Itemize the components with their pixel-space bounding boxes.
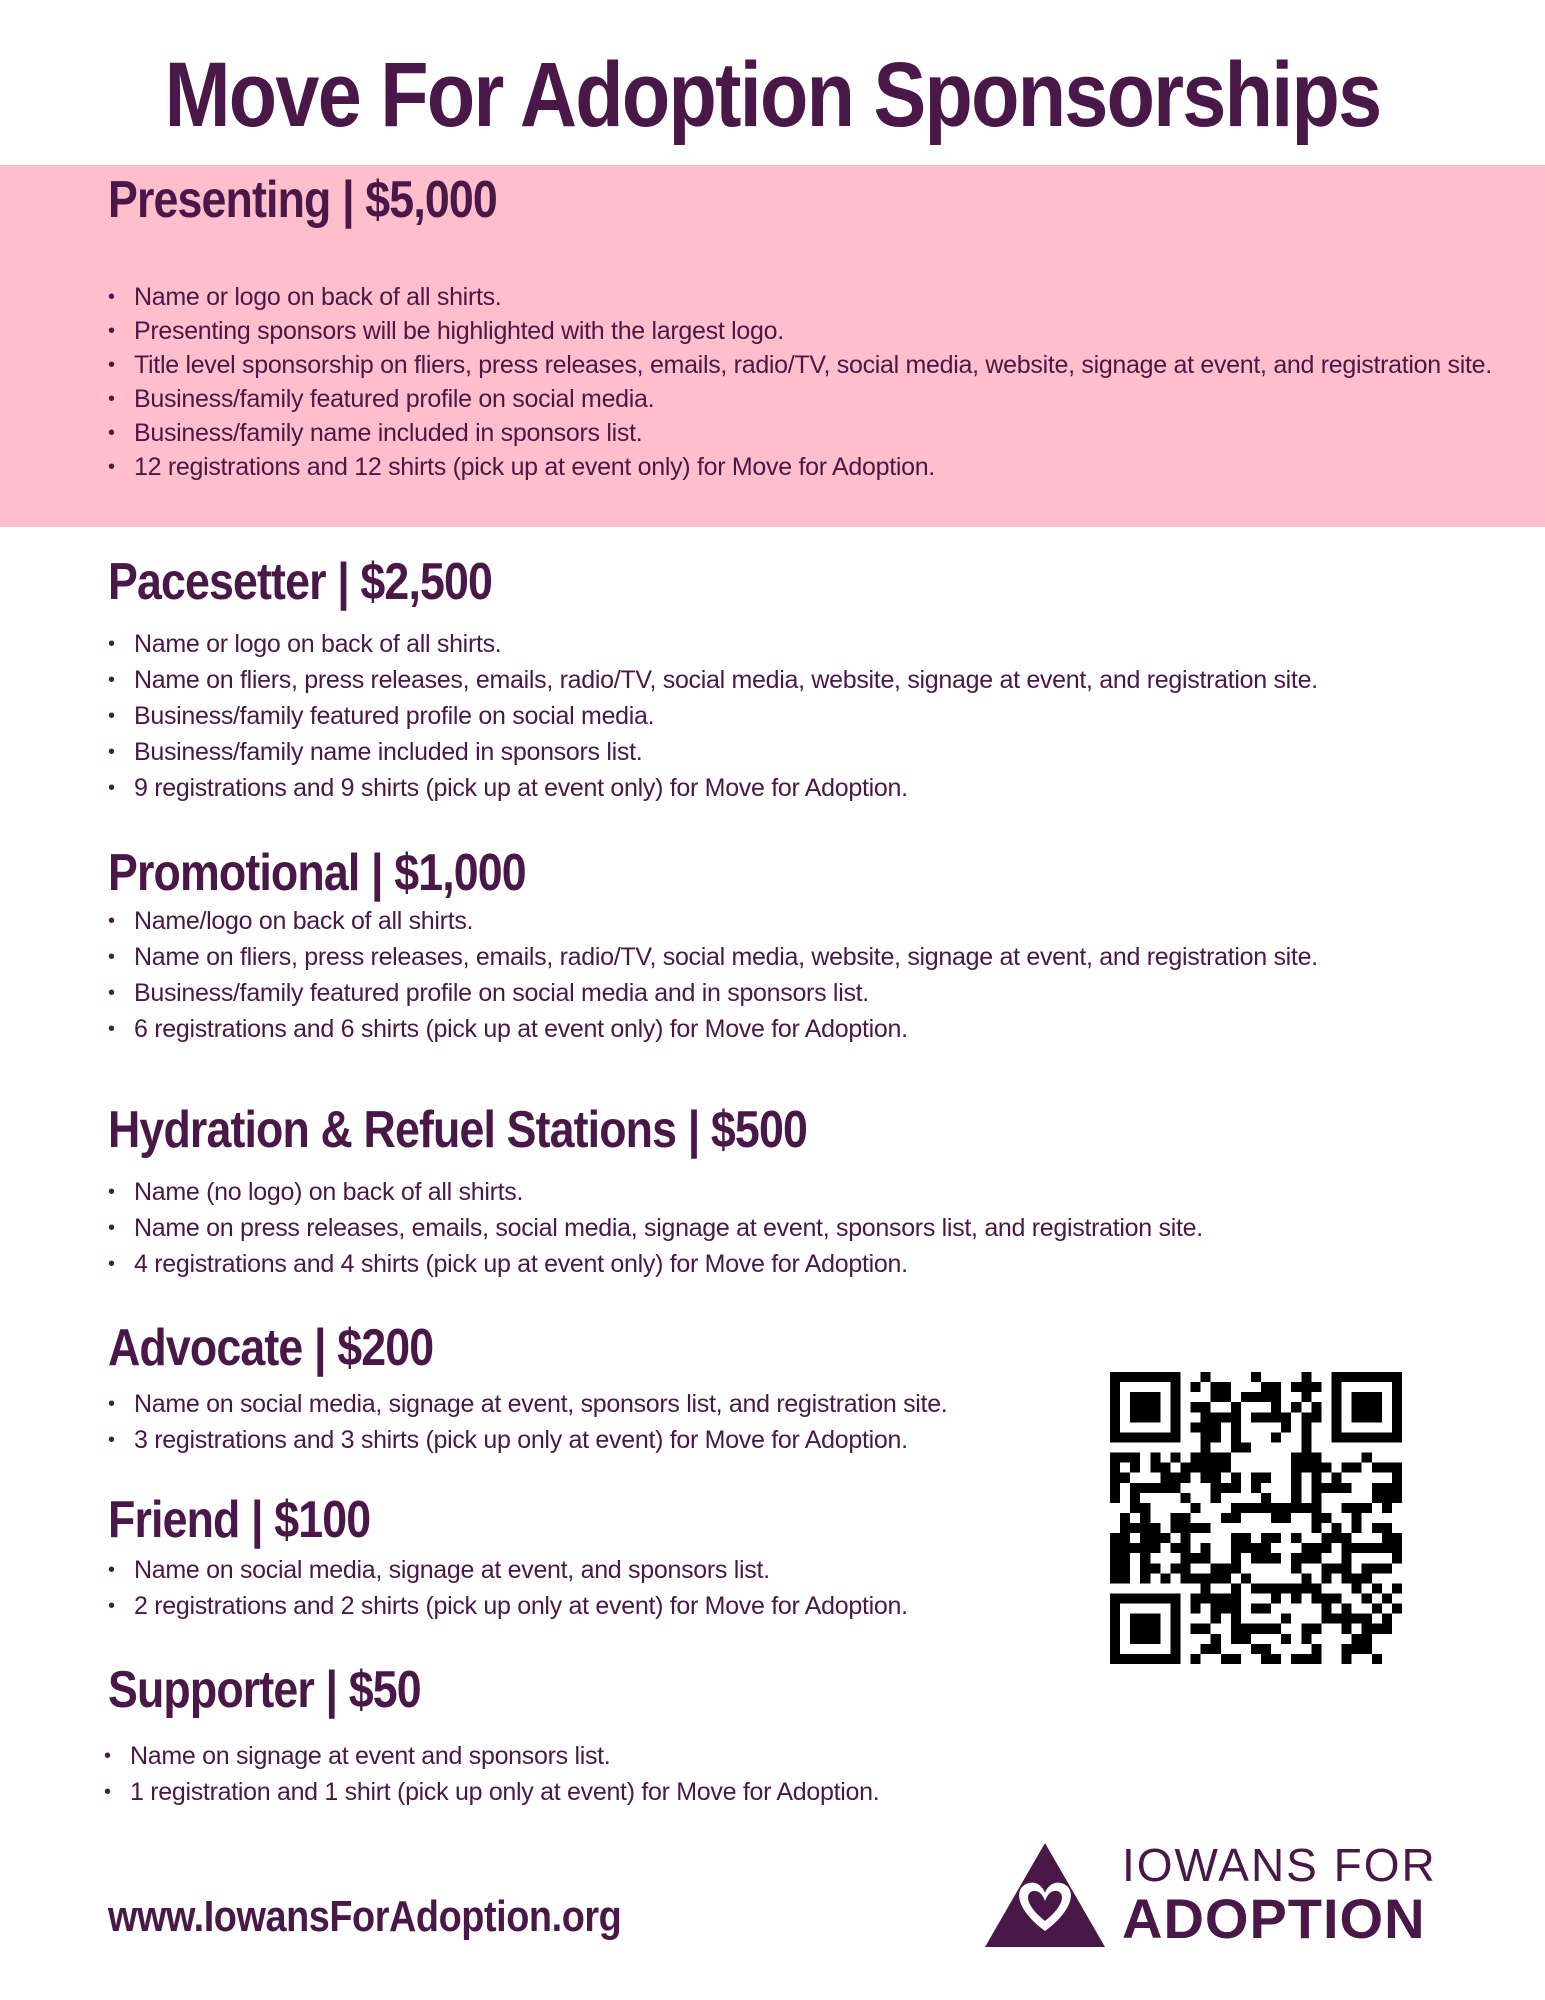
heart-triangle-icon [985, 1843, 1105, 1947]
list-item: • Name on social media, signage at event, and sponsors list. [108, 1552, 908, 1588]
list-item: • Presenting sponsors will be highlighted with the largest logo. [108, 314, 1492, 348]
benefit-list [108, 1174, 1203, 1282]
list-item: • Name on fliers, press releases, emails, radio/TV, social media, website, signage at event, and registration site. [108, 939, 1318, 975]
list-item: • Name/logo on back of all shirts. [108, 903, 1318, 939]
logo-text-line1: IOWANS FOR [1122, 1839, 1437, 1891]
list-item: • 6 registrations and 6 shirts (pick up at event only) for Move for Adoption. [108, 1011, 1318, 1047]
tier-heading: Hydration & Refuel Stations | $500 [108, 1101, 807, 1159]
benefit-list [108, 1386, 947, 1458]
tier-pacesetter [108, 552, 1318, 806]
tier-heading: Promotional | $1,000 [108, 844, 526, 902]
list-item: • Name on signage at event and sponsors list. [104, 1738, 879, 1774]
tier-friend [108, 1490, 908, 1624]
list-item: • Name on fliers, press releases, emails, radio/TV, social media, website, signage at event, and registration site. [108, 662, 1318, 698]
logo-text-line2: ADOPTION [1122, 1887, 1426, 1950]
tier-promotional [108, 843, 1318, 1047]
list-item: • 3 registrations and 3 shirts (pick up only at event) for Move for Adoption. [108, 1422, 947, 1458]
website-link[interactable]: www.IowansForAdoption.org [108, 1892, 622, 1941]
tier-heading: Friend | $100 [108, 1491, 371, 1549]
list-item: • 12 registrations and 12 shirts (pick up at event only) for Move for Adoption. [108, 450, 1492, 484]
tier-advocate [108, 1318, 947, 1458]
tier-heading: Advocate | $200 [108, 1319, 434, 1377]
list-item: • Title level sponsorship on fliers, press releases, emails, radio/TV, social media, website, signage at event, and registration site. [108, 348, 1492, 382]
list-item: • Business/family featured profile on social media. [108, 698, 1318, 734]
list-item: • 1 registration and 1 shirt (pick up only at event) for Move for Adoption. [104, 1774, 879, 1810]
tier-heading: Pacesetter | $2,500 [108, 553, 493, 611]
list-item: • Name or logo on back of all shirts. [108, 626, 1318, 662]
list-item: • Name or logo on back of all shirts. [108, 280, 1492, 314]
benefit-list [108, 280, 1492, 484]
tier-heading: Supporter | $50 [108, 1661, 421, 1719]
list-item: • 9 registrations and 9 shirts (pick up at event only) for Move for Adoption. [108, 770, 1318, 806]
tier-presenting [108, 170, 1492, 484]
page-title: Move For Adoption Sponsorships [164, 44, 1381, 146]
benefit-list [108, 903, 1318, 1047]
benefit-list [108, 1552, 908, 1624]
tier-hydration [108, 1100, 1203, 1282]
list-item: • Business/family featured profile on social media and in sponsors list. [108, 975, 1318, 1011]
list-item: • 4 registrations and 4 shirts (pick up at event only) for Move for Adoption. [108, 1246, 1203, 1282]
tier-supporter [108, 1660, 879, 1810]
qr-code-icon[interactable] [1110, 1372, 1402, 1664]
list-item: • Business/family featured profile on social media. [108, 382, 1492, 416]
list-item: • 2 registrations and 2 shirts (pick up only at event) for Move for Adoption. [108, 1588, 908, 1624]
list-item: • Business/family name included in sponsors list. [108, 416, 1492, 450]
list-item: • Name on social media, signage at event, sponsors list, and registration site. [108, 1386, 947, 1422]
list-item: • Name on press releases, emails, social media, signage at event, sponsors list, and registration site. [108, 1210, 1203, 1246]
benefit-list [108, 626, 1318, 806]
list-item: • Business/family name included in sponsors list. [108, 734, 1318, 770]
tier-heading: Presenting | $5,000 [108, 171, 497, 229]
list-item: • Name (no logo) on back of all shirts. [108, 1174, 1203, 1210]
benefit-list [104, 1738, 879, 1810]
